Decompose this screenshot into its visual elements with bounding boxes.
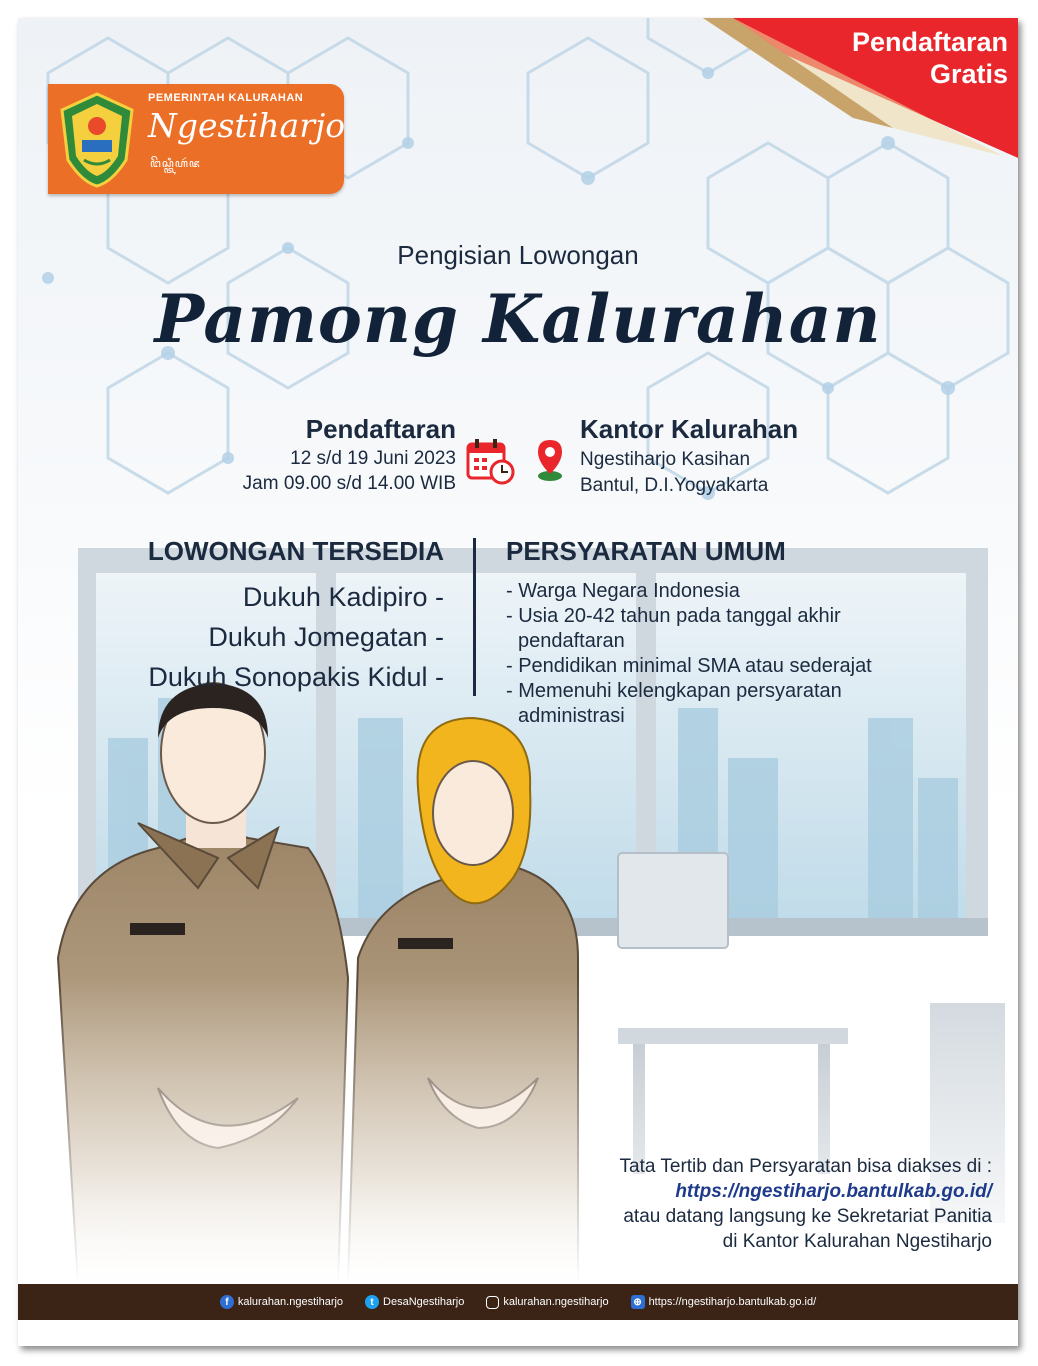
ribbon-line-2: Gratis bbox=[929, 59, 1008, 89]
vacancies-section bbox=[148, 536, 444, 697]
registration-dates: 12 s/d 19 Juni 2023 bbox=[290, 448, 456, 469]
info-line-1: Tata Tertib dan Persyaratan bisa diakses di : bbox=[619, 1156, 992, 1177]
location-info bbox=[580, 414, 798, 497]
twitter-handle: DesaNgestiharjo bbox=[383, 1296, 465, 1308]
location-line-1: Ngestiharjo Kasihan bbox=[580, 449, 751, 470]
logo-village-name: Ngestiharjo bbox=[148, 106, 346, 145]
facebook-handle: kalurahan.ngestiharjo bbox=[237, 1296, 344, 1308]
twitter-link[interactable] bbox=[365, 1295, 464, 1309]
requirement-item: - Pendidikan minimal SMA atau sederajat bbox=[506, 655, 872, 677]
requirement-item: - Warga Negara Indonesia bbox=[506, 580, 740, 602]
facebook-link[interactable] bbox=[220, 1295, 343, 1309]
logo-government-label: PEMERINTAH KALURAHAN bbox=[148, 92, 304, 104]
ribbon-label bbox=[852, 26, 1008, 90]
location-heading: Kantor Kalurahan bbox=[580, 414, 799, 444]
twitter-icon: t bbox=[365, 1295, 379, 1309]
registration-heading: Pendaftaran bbox=[305, 414, 456, 444]
requirements-section bbox=[506, 536, 976, 729]
location-line-2: Bantul, D.I.Yogyakarta bbox=[580, 475, 769, 496]
poster-subtitle: Pengisian Lowongan bbox=[397, 240, 639, 270]
website-footer-link[interactable] bbox=[631, 1295, 817, 1309]
registration-info bbox=[243, 414, 456, 495]
calendar-clock-icon bbox=[466, 438, 516, 486]
vacancy-item: Dukuh Jomegatan - bbox=[208, 622, 444, 652]
website-url: https://ngestiharjo.bantulkab.go.id/ bbox=[648, 1296, 817, 1308]
requirement-item: pendaftaran bbox=[518, 630, 625, 652]
requirements-heading: PERSYARATAN UMUM bbox=[506, 536, 786, 566]
poster-title: Pamong Kalurahan bbox=[154, 280, 882, 358]
instagram-handle: kalurahan.ngestiharjo bbox=[503, 1296, 609, 1308]
globe-icon: ⊕ bbox=[631, 1295, 645, 1309]
social-footer bbox=[18, 1284, 1018, 1320]
info-line-4: di Kantor Kalurahan Ngestiharjo bbox=[722, 1231, 992, 1252]
location-pin-icon bbox=[534, 438, 566, 482]
vacancy-item: Dukuh Kadipiro - bbox=[242, 582, 444, 612]
website-link[interactable]: https://ngestiharjo.bantulkab.go.id/ bbox=[675, 1181, 992, 1202]
ribbon-line-1: Pendaftaran bbox=[851, 27, 1008, 57]
info-line-3: atau datang langsung ke Sekretariat Panitia bbox=[623, 1206, 992, 1227]
instagram-icon bbox=[486, 1296, 499, 1309]
facebook-icon: f bbox=[220, 1295, 234, 1309]
poster bbox=[18, 18, 1018, 1346]
ngestiharjo-logo bbox=[48, 84, 344, 194]
emblem-icon bbox=[58, 90, 136, 188]
vacancies-heading: LOWONGAN TERSEDIA bbox=[147, 536, 444, 566]
instagram-link[interactable] bbox=[486, 1296, 608, 1309]
vacancy-item: Dukuh Sonopakis Kidul - bbox=[148, 662, 444, 692]
requirement-item: - Usia 20-42 tahun pada tanggal akhir bbox=[506, 605, 841, 627]
access-info bbox=[620, 1154, 992, 1254]
logo-javanese-script: ꦔꦼꦱ꧀ꦠꦶꦲꦂꦗ bbox=[150, 157, 201, 170]
requirement-item: administrasi bbox=[518, 705, 625, 727]
section-divider bbox=[473, 538, 476, 696]
registration-hours: Jam 09.00 s/d 14.00 WIB bbox=[242, 473, 456, 494]
requirement-item: - Memenuhi kelengkapan persyaratan bbox=[506, 680, 842, 702]
